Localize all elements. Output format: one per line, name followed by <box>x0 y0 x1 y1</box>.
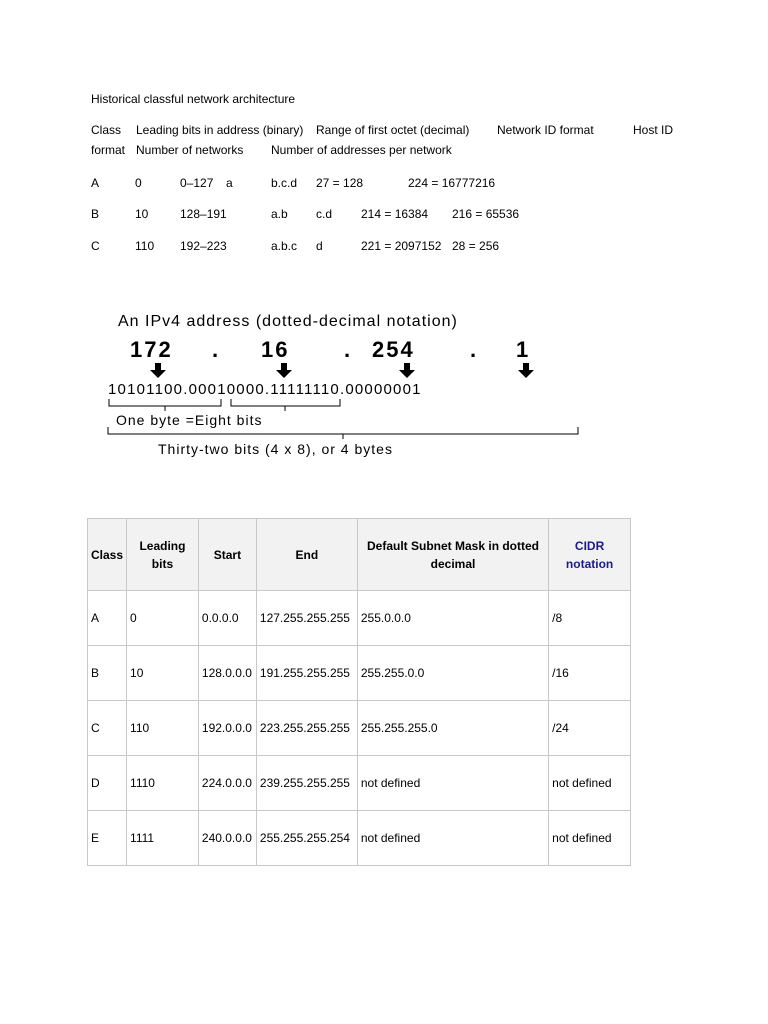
row-leading-bits: 110 <box>135 239 155 253</box>
cell-class: D <box>88 756 127 811</box>
cell-cidr: /24 <box>549 701 631 756</box>
dot-2: . <box>344 337 351 362</box>
cell-subnet-mask: 255.255.255.0 <box>357 701 548 756</box>
row-range: 192–223 <box>180 239 227 253</box>
octet-3: 254 <box>372 337 415 362</box>
cell-start: 192.0.0.0 <box>198 701 256 756</box>
total-label: Thirty-two bits (4 x 8), or 4 bytes <box>158 441 393 457</box>
byte-bracket <box>109 399 340 411</box>
cell-end: 127.255.255.255 <box>256 591 357 646</box>
cell-subnet-mask: not defined <box>357 756 548 811</box>
cell-end: 191.255.255.255 <box>256 646 357 701</box>
octet-4: 1 <box>516 337 529 362</box>
row-networks: 27 = 128 <box>316 176 364 190</box>
ipv4-address-figure <box>100 306 590 466</box>
down-arrow-icon <box>518 363 534 378</box>
header-network-id: Network ID format <box>497 123 594 137</box>
cell-end: 239.255.255.255 <box>256 756 357 811</box>
total-bracket <box>108 427 578 439</box>
cell-start: 224.0.0.0 <box>198 756 256 811</box>
header-leading-bits: Leading bits <box>127 519 199 591</box>
header-leading-bits: Leading bits in address (binary) <box>136 123 304 137</box>
row-addresses: 224 = 16777216 <box>408 176 496 190</box>
cell-subnet-mask: 255.255.0.0 <box>357 646 548 701</box>
header-subnet-mask: Default Subnet Mask in dotted decimal <box>357 519 548 591</box>
row-network-id: a.b.c <box>271 239 298 253</box>
cell-leading-bits: 10 <box>127 646 199 701</box>
cell-class: A <box>88 591 127 646</box>
header-number-networks: Number of networks <box>136 143 244 157</box>
header-host-id: Host ID <box>633 123 674 137</box>
cell-end: 255.255.255.254 <box>256 811 357 866</box>
dot-1: . <box>212 337 219 362</box>
row-addresses: 216 = 65536 <box>452 207 520 221</box>
down-arrow-icon <box>150 363 166 378</box>
row-class: B <box>91 207 100 221</box>
row-host-id: c.d <box>316 207 333 221</box>
row-network-id: a <box>226 176 233 190</box>
row-range: 128–191 <box>180 207 227 221</box>
cell-start: 128.0.0.0 <box>198 646 256 701</box>
binary-address: 10101100.00010000.11111110.00000001 <box>108 381 422 398</box>
row-addresses: 28 = 256 <box>452 239 500 253</box>
row-networks: 221 = 2097152 <box>361 239 442 253</box>
section-title: Historical classful network architecture <box>91 92 296 106</box>
cell-class: B <box>88 646 127 701</box>
cell-class: C <box>88 701 127 756</box>
class-table <box>87 518 631 866</box>
down-arrow-icons <box>150 363 534 378</box>
cell-cidr: /8 <box>549 591 631 646</box>
cell-start: 240.0.0.0 <box>198 811 256 866</box>
row-network-id: a.b <box>271 207 288 221</box>
header-cidr-link[interactable]: CIDR notation <box>549 519 631 591</box>
figure-title: An IPv4 address (dotted-decimal notation) <box>118 313 458 330</box>
header-start: Start <box>198 519 256 591</box>
cell-subnet-mask: 255.0.0.0 <box>357 591 548 646</box>
cell-leading-bits: 1110 <box>127 756 199 811</box>
table-row <box>88 756 631 811</box>
cell-cidr: not defined <box>549 756 631 811</box>
dot-3: . <box>470 337 477 362</box>
down-arrow-icon <box>276 363 292 378</box>
row-leading-bits: 0 <box>135 176 142 190</box>
cell-start: 0.0.0.0 <box>198 591 256 646</box>
cell-leading-bits: 110 <box>127 701 199 756</box>
cell-leading-bits: 1111 <box>127 811 199 866</box>
cell-class: E <box>88 811 127 866</box>
header-range: Range of first octet (decimal) <box>316 123 470 137</box>
ipv4-figure-svg <box>100 306 590 466</box>
header-addresses-per-network: Number of addresses per network <box>271 143 452 157</box>
header-class: Class <box>91 123 122 137</box>
table-row <box>88 811 631 866</box>
row-range: 0–127 <box>180 176 214 190</box>
header-class: Class <box>88 519 127 591</box>
row-class: C <box>91 239 100 253</box>
cell-cidr: /16 <box>549 646 631 701</box>
octet-1: 172 <box>130 337 173 362</box>
row-class: A <box>91 176 100 190</box>
cell-end: 223.255.255.255 <box>256 701 357 756</box>
row-host-id: b.c.d <box>271 176 298 190</box>
header-end: End <box>256 519 357 591</box>
row-networks: 214 = 16384 <box>361 207 429 221</box>
table-row <box>88 591 631 646</box>
cell-leading-bits: 0 <box>127 591 199 646</box>
table-header-row <box>88 519 631 591</box>
table-row <box>88 701 631 756</box>
table-row <box>88 646 631 701</box>
byte-label: One byte =Eight bits <box>116 412 263 428</box>
octet-2: 16 <box>261 337 290 362</box>
row-leading-bits: 10 <box>135 207 149 221</box>
cell-cidr: not defined <box>549 811 631 866</box>
down-arrow-icon <box>399 363 415 378</box>
cell-subnet-mask: not defined <box>357 811 548 866</box>
row-host-id: d <box>316 239 323 253</box>
header-format: format <box>91 143 126 157</box>
